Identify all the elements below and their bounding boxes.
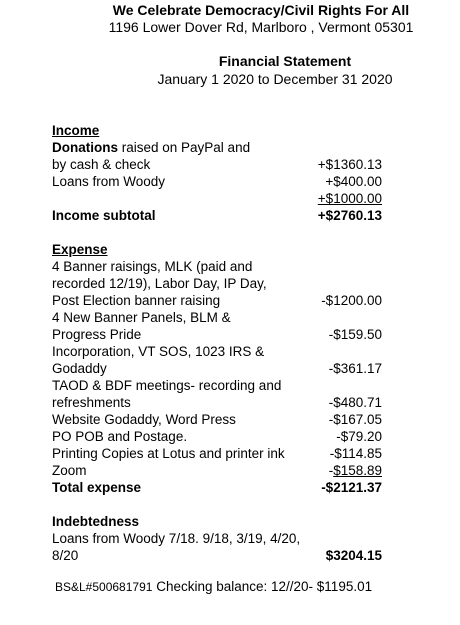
expense-label: Godaddy: [52, 361, 107, 376]
checking-balance: Checking balance: 12//20- $1195.01: [152, 579, 373, 594]
expense-amount-value: $158.89: [333, 463, 382, 478]
statement-title: Financial Statement: [218, 53, 352, 69]
expense-label: Post Election banner raising: [52, 293, 221, 308]
expense-row: [52, 428, 382, 445]
expense-amount: -$114.85: [329, 446, 382, 461]
expense-amount: -$159.50: [328, 327, 382, 342]
expense-label: Printing Copies at Lotus and printer ink: [52, 446, 285, 461]
indebtedness-line2: 8/20: [52, 548, 79, 563]
expense-amount: -$480.71: [328, 395, 382, 410]
indebtedness-line1: Loans from Woody 7/18. 9/18, 3/19, 4/20,: [52, 531, 301, 546]
indebtedness-row: [52, 547, 382, 564]
expense-amount-sign: -: [328, 463, 334, 478]
expense-label-line: recorded 12/19), Labor Day, IP Day,: [52, 276, 267, 291]
expense-label: refreshments: [52, 395, 131, 410]
expense-label-line: 4 Banner raisings, MLK (paid and: [52, 259, 253, 274]
expense-row: [52, 411, 382, 428]
expense-row: [52, 445, 382, 462]
expense-list: [52, 258, 382, 479]
expense-label: Website Godaddy, Word Press: [52, 412, 236, 427]
donations-bold: Donations: [52, 140, 118, 155]
expense-amount: -$79.20: [336, 429, 382, 444]
expense-row: [52, 292, 382, 309]
statement-period: January 1 2020 to December 31 2020: [157, 71, 393, 87]
expense-row: [52, 360, 382, 377]
donations-label-line2: by cash & check: [52, 157, 151, 172]
expense-label: Zoom: [52, 463, 87, 478]
expense-label: PO POB and Postage.: [52, 429, 188, 444]
income-subtotal-label: Income subtotal: [52, 208, 156, 223]
indebtedness-amount: $3204.15: [325, 548, 382, 563]
expense-label-line: Incorporation, VT SOS, 1023 IRS &: [52, 344, 265, 359]
expense-amount: -$167.05: [328, 412, 382, 427]
total-expense-label: Total expense: [52, 480, 142, 495]
income-subtotal-row: [52, 207, 382, 224]
expense-row: [52, 326, 382, 343]
expense-label-line: 4 New Banner Panels, BLM &: [52, 310, 231, 325]
donations-label-line1: [52, 139, 382, 156]
donations-row: [52, 156, 382, 173]
expense-amount: -$1200.00: [321, 293, 382, 308]
total-expense-row: [52, 479, 382, 496]
expense-label: Progress Pride: [52, 327, 142, 342]
expense-amount: [329, 462, 382, 479]
expense-heading: Expense: [52, 242, 108, 257]
donations-rest: raised on PayPal and: [118, 140, 251, 155]
loans-row: [52, 173, 382, 190]
extra-income-amount: +$1000.00: [317, 191, 382, 206]
checking-balance-footer: [55, 578, 372, 596]
account-number: BS&L#500681791: [55, 580, 153, 594]
organization-address: 1196 Lower Dover Rd, Marlboro , Vermont 05301: [108, 19, 414, 35]
total-expense-amount: -$2121.37: [321, 480, 382, 495]
expense-label-line: TAOD & BDF meetings- recording and: [52, 378, 282, 393]
expense-amount: -$361.17: [328, 361, 382, 376]
extra-income-row: [52, 190, 382, 207]
statement-body: [52, 122, 382, 564]
loans-amount: +$400.00: [325, 174, 382, 189]
indebtedness-heading: Indebtedness: [52, 514, 140, 529]
income-subtotal-amount: +$2760.13: [317, 208, 382, 223]
donations-amount: +$1360.13: [317, 157, 382, 172]
loans-label: Loans from Woody: [52, 174, 166, 189]
income-heading: Income: [52, 123, 100, 138]
expense-row: [52, 394, 382, 411]
organization-name: We Celebrate Democracy/Civil Rights For All: [112, 2, 410, 18]
expense-row: [52, 462, 382, 479]
document-header: [0, 2, 460, 36]
